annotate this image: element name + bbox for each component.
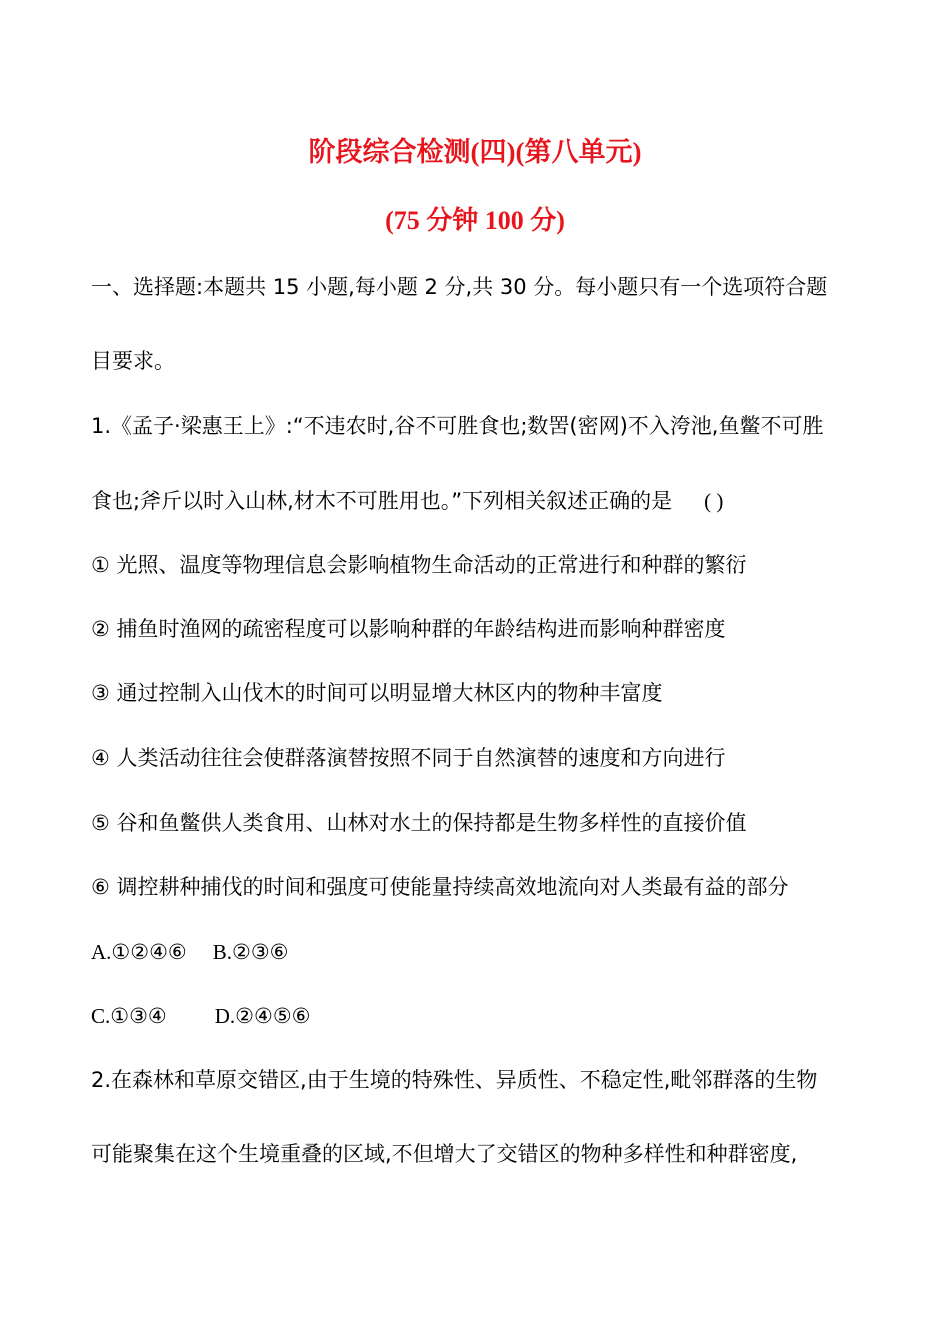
statement-1: ① 光照、温度等物理信息会影响植物生命活动的正常进行和种群的繁衍 <box>91 553 747 577</box>
section-instruction-line-1: 一、选择题:本题共 15 小题,每小题 2 分,共 30 分。每小题只有一个选项符合题 <box>91 275 828 299</box>
question-2-stem-line-2: 可能聚集在这个生境重叠的区域,不但增大了交错区的物种多样性和种群密度, <box>91 1142 798 1166</box>
page-subtitle: (75 分钟 100 分) <box>385 206 565 235</box>
option-b[interactable]: B.②③⑥ <box>212 940 289 964</box>
page-title: 阶段综合检测(四)(第八单元) <box>308 137 642 167</box>
option-a[interactable]: A.①②④⑥ <box>91 940 187 964</box>
statement-4: ④ 人类活动往往会使群落演替按照不同于自然演替的速度和方向进行 <box>91 746 726 770</box>
statement-5: ⑤ 谷和鱼鳖供人类食用、山林对水土的保持都是生物多样性的直接价值 <box>91 811 747 835</box>
question-1-stem-text: 食也;斧斤以时入山林,材木不可胜用也。”下列相关叙述正确的是 <box>91 489 673 513</box>
statement-2: ② 捕鱼时渔网的疏密程度可以影响种群的年龄结构进而影响种群密度 <box>91 617 726 641</box>
options-row-cd <box>91 1001 310 1031</box>
statement-6: ⑥ 调控耕种捕伐的时间和强度可使能量持续高效地流向对人类最有益的部分 <box>91 875 789 899</box>
question-1-stem-line-1: 1.《孟子·梁惠王上》:“不违农时,谷不可胜食也;数罟(密网)不入洿池,鱼鳖不可胜 <box>91 414 824 438</box>
option-d[interactable]: D.②④⑤⑥ <box>214 1004 311 1028</box>
option-c[interactable]: C.①③④ <box>91 1004 167 1028</box>
question-2-stem-line-1: 2.在森林和草原交错区,由于生境的特殊性、异质性、不稳定性,毗邻群落的生物 <box>91 1068 818 1092</box>
options-row-ab <box>91 937 288 967</box>
answer-blank: ( ) <box>704 489 724 513</box>
question-1-stem-line-2 <box>91 486 723 516</box>
section-instruction-line-2: 目要求。 <box>91 349 175 373</box>
statement-3: ③ 通过控制入山伐木的时间可以明显增大林区内的物种丰富度 <box>91 681 663 705</box>
